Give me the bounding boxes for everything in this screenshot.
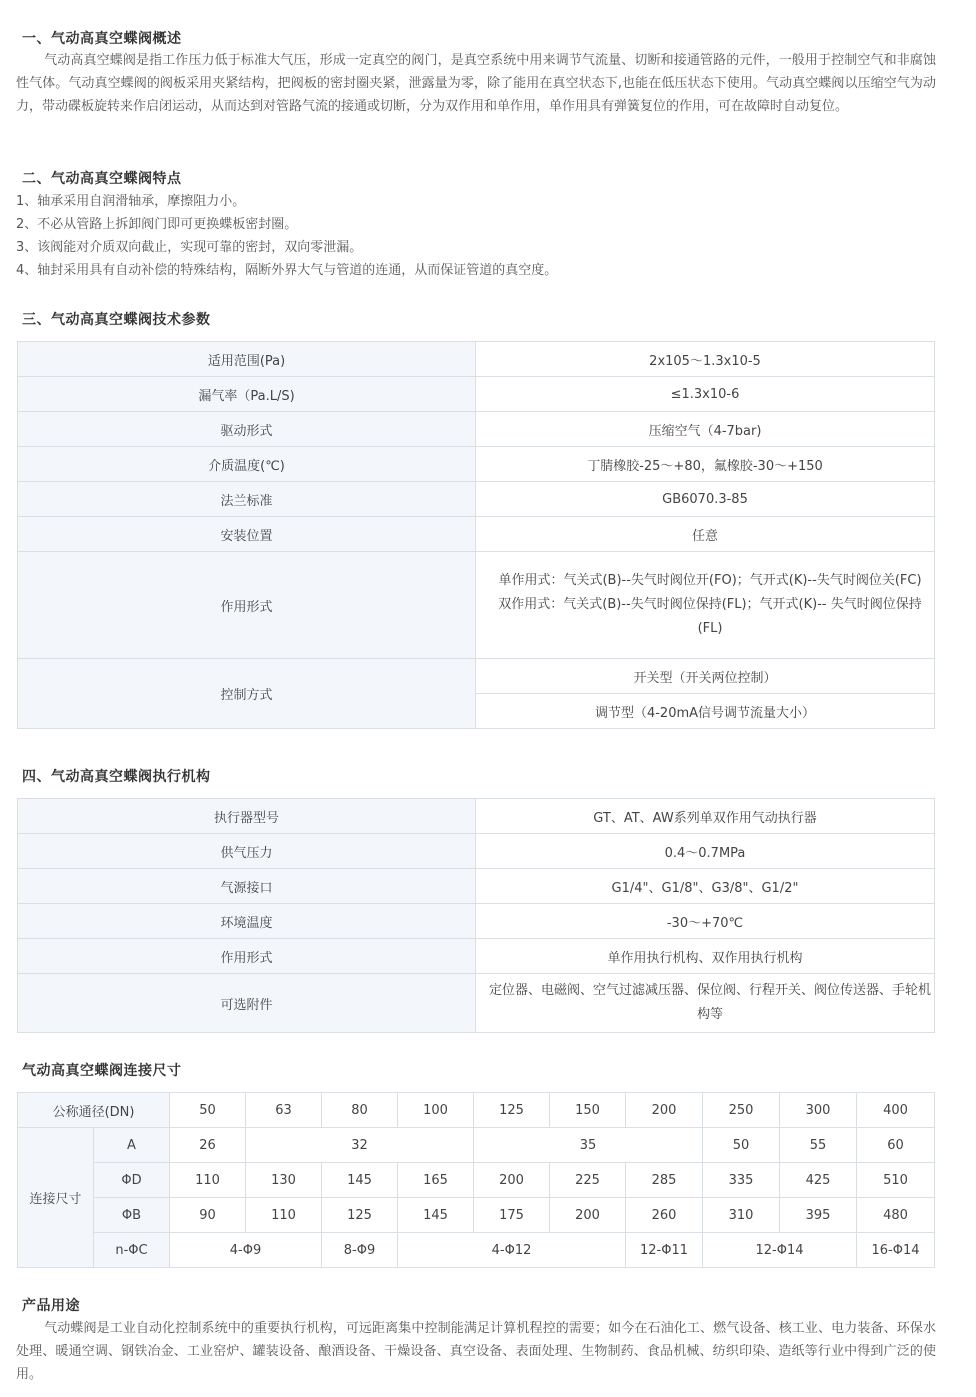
dim-cell: 200 bbox=[474, 1163, 550, 1198]
dn-cell: 300 bbox=[780, 1093, 857, 1128]
section-6-title: 产品用途 bbox=[22, 1298, 80, 1314]
section-6-text: 气动蝶阀是工业自动化控制系统中的重要执行机构，可远距离集中控制能满足计算机程控的需要；如今在石油化工、燃气设备、核工业、电力装备、环保水处理、暖通空调、钢铁冶金、工业窑炉、罐装设备、酿酒设备、干燥设备、真空设备、表面处理、生物制药、食品机械、纺织印染、造纸等行业中得到广泛的使用。 bbox=[16, 1321, 936, 1382]
dim-cell: 60 bbox=[857, 1128, 935, 1163]
section-2-title: 二、气动高真空蝶阀特点 bbox=[22, 171, 182, 187]
table-row bbox=[18, 834, 935, 869]
row-label: n-ΦC bbox=[94, 1233, 170, 1268]
table-row bbox=[18, 1163, 935, 1198]
section-4-title: 四、气动高真空蝶阀执行机构 bbox=[22, 769, 211, 785]
dim-cell: 125 bbox=[322, 1198, 398, 1233]
table-row bbox=[18, 939, 935, 974]
row-label: A bbox=[94, 1128, 170, 1163]
section-6-body bbox=[16, 1317, 936, 1386]
dim-cell: 260 bbox=[626, 1198, 703, 1233]
feature-item: 4、轴封采用具有自动补偿的特殊结构，隔断外界大气与管道的连通，从而保证管道的真空度。 bbox=[16, 263, 558, 278]
feature-item: 1、轴承采用自润滑轴承，摩擦阻力小。 bbox=[16, 194, 246, 209]
dim-cell: 12-Φ14 bbox=[703, 1233, 857, 1268]
param-value: ≤1.3x10-6 bbox=[476, 377, 935, 412]
table-row bbox=[18, 974, 935, 1033]
table-row bbox=[18, 552, 935, 659]
dim-cell: 310 bbox=[703, 1198, 780, 1233]
param-value: GB6070.3-85 bbox=[476, 482, 935, 517]
param-value: G1/4"、G1/8"、G3/8"、G1/2" bbox=[476, 869, 935, 904]
table-row bbox=[18, 482, 935, 517]
dn-cell: 250 bbox=[703, 1093, 780, 1128]
section-1-body bbox=[16, 49, 936, 118]
param-label: 驱动形式 bbox=[18, 412, 476, 447]
dimensions-table bbox=[17, 1092, 935, 1268]
section-3-title: 三、气动高真空蝶阀技术参数 bbox=[22, 312, 211, 328]
table-row bbox=[18, 1128, 935, 1163]
table-row bbox=[18, 904, 935, 939]
action-single: 单作用式：气关式(B)--失气时阀位开(FO)；气开式(K)--失气时阀位关(FC) bbox=[498, 573, 922, 588]
actuator-table bbox=[17, 798, 935, 1033]
dn-cell: 63 bbox=[246, 1093, 322, 1128]
dn-cell: 50 bbox=[170, 1093, 246, 1128]
row-label: ΦB bbox=[94, 1198, 170, 1233]
feature-item: 2、不必从管路上拆卸阀门即可更换蝶板密封圈。 bbox=[16, 217, 298, 232]
table-row bbox=[18, 659, 935, 694]
dim-cell: 335 bbox=[703, 1163, 780, 1198]
dim-cell: 26 bbox=[170, 1128, 246, 1163]
param-label: 可选附件 bbox=[18, 974, 476, 1033]
group-label: 连接尺寸 bbox=[18, 1128, 94, 1268]
table-row bbox=[18, 1198, 935, 1233]
dim-cell: 50 bbox=[703, 1128, 780, 1163]
param-label: 执行器型号 bbox=[18, 799, 476, 834]
tech-params-table bbox=[17, 341, 935, 729]
dim-cell: 110 bbox=[170, 1163, 246, 1198]
dn-cell: 150 bbox=[550, 1093, 626, 1128]
param-value: 0.4～0.7MPa bbox=[476, 834, 935, 869]
dim-cell: 35 bbox=[474, 1128, 703, 1163]
dim-cell: 32 bbox=[246, 1128, 474, 1163]
param-label: 气源接口 bbox=[18, 869, 476, 904]
table-row bbox=[18, 869, 935, 904]
dn-cell: 100 bbox=[398, 1093, 474, 1128]
param-label: 供气压力 bbox=[18, 834, 476, 869]
param-label: 法兰标准 bbox=[18, 482, 476, 517]
table-row bbox=[18, 517, 935, 552]
dim-cell: 510 bbox=[857, 1163, 935, 1198]
dim-cell: 8-Φ9 bbox=[322, 1233, 398, 1268]
dim-cell: 165 bbox=[398, 1163, 474, 1198]
param-value: 2x105～1.3x10-5 bbox=[476, 342, 935, 377]
param-label: 介质温度(℃) bbox=[18, 447, 476, 482]
table-row bbox=[18, 447, 935, 482]
dim-cell: 395 bbox=[780, 1198, 857, 1233]
param-value: 任意 bbox=[476, 517, 935, 552]
param-label: 作用形式 bbox=[18, 552, 476, 659]
table-row bbox=[18, 799, 935, 834]
param-label: 作用形式 bbox=[18, 939, 476, 974]
dim-cell: 110 bbox=[246, 1198, 322, 1233]
dim-cell: 90 bbox=[170, 1198, 246, 1233]
dim-cell: 145 bbox=[322, 1163, 398, 1198]
section-1-text: 气动高真空蝶阀是指工作压力低于标准大气压，形成一定真空的阀门，是真空系统中用来调节气流量、切断和接通管路的元件，一般用于控制空气和非腐蚀性气体。气动真空蝶阀的阀板采用夹紧结构，把阀板的密封圈夹紧，泄露量为零，除了能用在真空状态下,也能在低压状态下使用。气动真空蝶阀以压缩空气为动力，带动碟板旋转来作启闭运动，从而达到对管路气流的接通或切断，分为双作用和单作用，单作用具有弹簧复位的作用，可在故障时自动复位。 bbox=[16, 53, 936, 114]
dn-cell: 200 bbox=[626, 1093, 703, 1128]
dim-cell: 200 bbox=[550, 1198, 626, 1233]
table-row bbox=[18, 1233, 935, 1268]
dim-cell: 425 bbox=[780, 1163, 857, 1198]
section-1-title: 一、气动高真空蝶阀概述 bbox=[22, 31, 182, 47]
table-row bbox=[18, 342, 935, 377]
feature-item: 3、该阀能对介质双向截止，实现可靠的密封，双向零泄漏。 bbox=[16, 240, 363, 255]
param-value: 定位器、电磁阀、空气过滤减压器、保位阀、行程开关、阀位传送器、手轮机构等 bbox=[476, 974, 935, 1033]
dn-header-label: 公称通径(DN) bbox=[18, 1093, 170, 1128]
param-value: 压缩空气（4-7bar) bbox=[476, 412, 935, 447]
dim-cell: 480 bbox=[857, 1198, 935, 1233]
dim-cell: 285 bbox=[626, 1163, 703, 1198]
table-row bbox=[18, 377, 935, 412]
param-value: GT、AT、AW系列单双作用气动执行器 bbox=[476, 799, 935, 834]
dim-cell: 225 bbox=[550, 1163, 626, 1198]
row-label: ΦD bbox=[94, 1163, 170, 1198]
action-double: 双作用式：气关式(B)--失气时阀位保持(FL)；气开式(K)-- 失气时阀位保持(FL) bbox=[498, 597, 922, 636]
table-row bbox=[18, 1093, 935, 1128]
dim-cell: 55 bbox=[780, 1128, 857, 1163]
dn-cell: 125 bbox=[474, 1093, 550, 1128]
dim-cell: 130 bbox=[246, 1163, 322, 1198]
param-value: 单作用执行机构、双作用执行机构 bbox=[476, 939, 935, 974]
dim-cell: 4-Φ12 bbox=[398, 1233, 626, 1268]
param-value: 调节型（4-20mA信号调节流量大小） bbox=[476, 694, 935, 729]
section-5-title: 气动高真空蝶阀连接尺寸 bbox=[22, 1063, 182, 1079]
param-value bbox=[476, 552, 935, 659]
param-label: 安装位置 bbox=[18, 517, 476, 552]
param-label: 漏气率（Pa.L/S) bbox=[18, 377, 476, 412]
param-value: -30～+70℃ bbox=[476, 904, 935, 939]
table-row bbox=[18, 412, 935, 447]
dn-cell: 80 bbox=[322, 1093, 398, 1128]
dim-cell: 175 bbox=[474, 1198, 550, 1233]
param-label: 控制方式 bbox=[18, 659, 476, 729]
param-value: 开关型（开关两位控制） bbox=[476, 659, 935, 694]
dn-cell: 400 bbox=[857, 1093, 935, 1128]
param-value: 丁腈橡胶-25～+80，氟橡胶-30～+150 bbox=[476, 447, 935, 482]
dim-cell: 12-Φ11 bbox=[626, 1233, 703, 1268]
dim-cell: 145 bbox=[398, 1198, 474, 1233]
dim-cell: 4-Φ9 bbox=[170, 1233, 322, 1268]
feature-list bbox=[16, 190, 936, 282]
param-label: 环境温度 bbox=[18, 904, 476, 939]
param-label: 适用范围(Pa) bbox=[18, 342, 476, 377]
dim-cell: 16-Φ14 bbox=[857, 1233, 935, 1268]
